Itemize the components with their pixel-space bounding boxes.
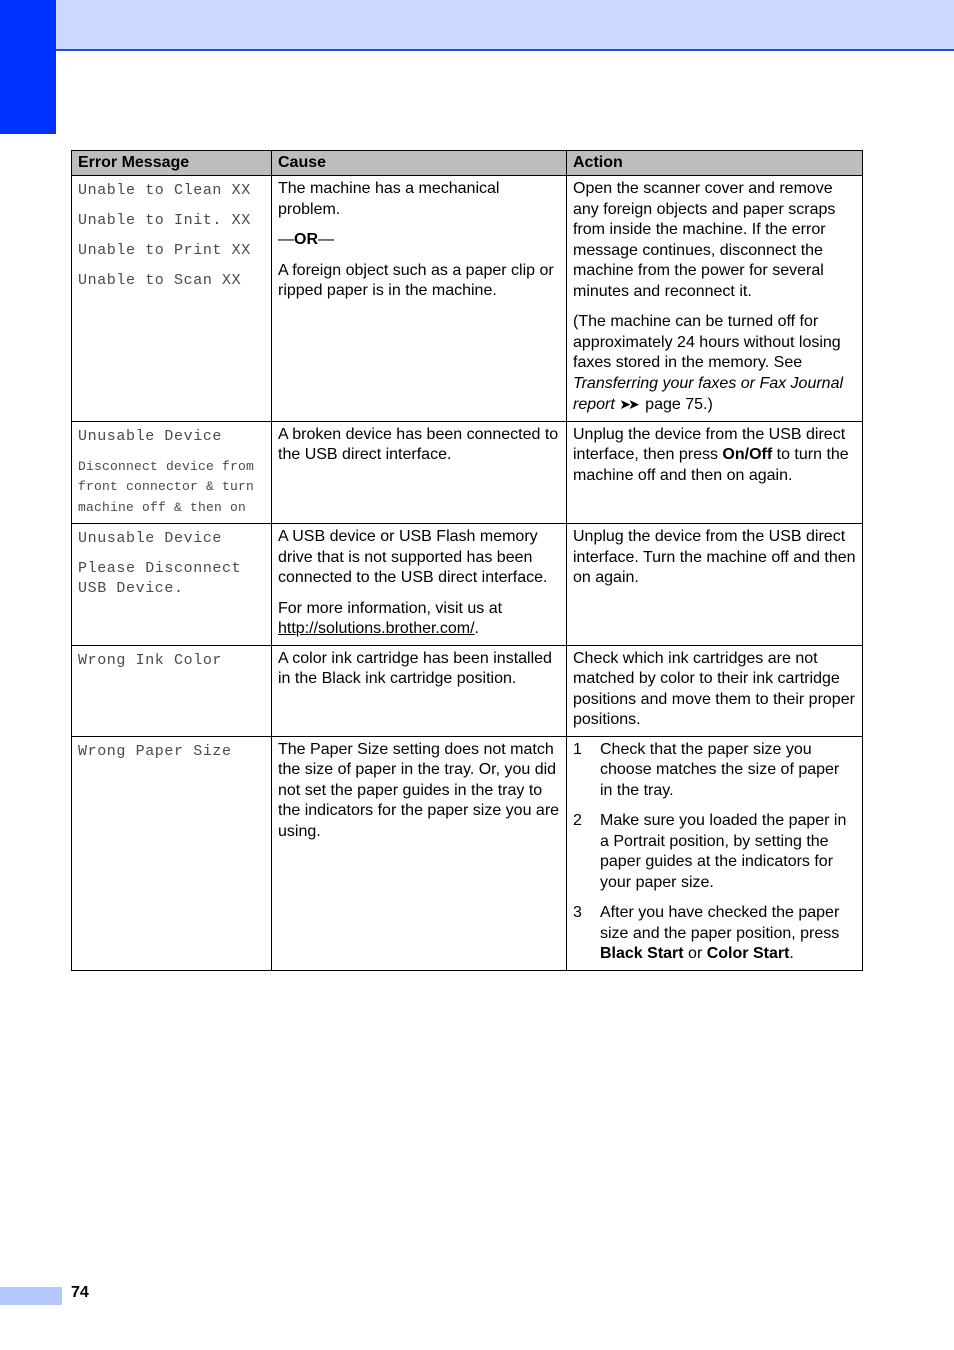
key-label: Black Start bbox=[600, 945, 684, 962]
table-row bbox=[72, 176, 863, 422]
step-number: 1 bbox=[573, 740, 582, 758]
table-row bbox=[72, 736, 863, 970]
cause-text: The machine has a mechanical problem. bbox=[278, 180, 500, 218]
action-text: Unplug the device from the USB direct interface, then press On/Off to turn the machine off and then on again. bbox=[573, 425, 849, 484]
cross-reference: Transferring your faxes or Fax Journal report bbox=[573, 374, 844, 413]
error-message: Unusable Device bbox=[78, 427, 223, 445]
error-message: Unable to Init. XX bbox=[78, 212, 251, 229]
column-header-cause: Cause bbox=[272, 151, 567, 176]
action-text: Open the scanner cover and remove any foreign objects and paper scraps from inside the machine. If the error message continues, disconnect the machine from the power for several minutes and reconnect it. bbox=[573, 180, 836, 300]
cause-text: A broken device has been connected to the USB direct interface. bbox=[278, 425, 559, 463]
cause-cell bbox=[272, 736, 567, 970]
action-text: (The machine can be turned off for approximately 24 hours without losing faxes stored in the memory. See Transferring your faxes or Fax Journal report ➤➤ page 75.) bbox=[573, 313, 844, 413]
cause-cell bbox=[272, 176, 567, 422]
cause-text: A USB device or USB Flash memory drive that is not supported has been connected to the USB direct interface. bbox=[278, 528, 548, 586]
key-label: Color Start bbox=[706, 945, 790, 962]
error-message: Wrong Ink Color bbox=[78, 651, 223, 669]
step-text: Make sure you loaded the paper in a Portrait position, by setting the paper guides at the indicators for your paper size. bbox=[600, 812, 847, 891]
list-item bbox=[573, 903, 856, 965]
cause-cell bbox=[272, 645, 567, 736]
step-number: 2 bbox=[573, 812, 582, 829]
error-message: Unable to Print XX bbox=[78, 242, 251, 259]
error-sub-message: Disconnect device from front connector & turn machine off & then on bbox=[78, 458, 255, 515]
list-item bbox=[573, 740, 856, 802]
cause-text: The Paper Size setting does not match the size of paper in the tray. Or, you did not set the paper guides in the tray to the indicators for the paper size you are using. bbox=[278, 740, 560, 840]
step-text: After you have checked the paper size and the paper position, press Black Start or Color Start. bbox=[600, 904, 840, 962]
action-text: Check which ink cartridges are not matched by color to their ink cartridge positions and move them to their proper positions. bbox=[573, 649, 855, 728]
header-band bbox=[0, 0, 954, 51]
cause-text: A foreign object such as a paper clip or ripped paper is in the machine. bbox=[278, 261, 554, 299]
table-row bbox=[72, 421, 863, 524]
step-text: Check that the paper size you choose matches the size of paper in the tray. bbox=[600, 740, 840, 799]
key-label: On/Off bbox=[722, 446, 773, 463]
error-message-cell bbox=[72, 736, 272, 970]
error-message-table bbox=[71, 150, 863, 971]
support-link[interactable]: http://solutions.brother.com/ bbox=[278, 620, 475, 637]
error-message-cell bbox=[72, 176, 272, 422]
error-message: Unable to Clean XX bbox=[78, 182, 251, 199]
table-header-row bbox=[72, 151, 863, 176]
action-cell bbox=[567, 645, 863, 736]
cause-text: For more information, visit us at http://solutions.brother.com/. bbox=[278, 599, 503, 637]
cause-text: A color ink cartridge has been installed in the Black ink cartridge position. bbox=[278, 649, 552, 687]
page-number: 74 bbox=[71, 1284, 89, 1301]
action-text: Unplug the device from the USB direct interface. Turn the machine off and then on again. bbox=[573, 528, 856, 586]
cause-cell bbox=[272, 524, 567, 646]
chapter-tab bbox=[0, 0, 56, 134]
error-sub-message: Please Disconnect USB Device. bbox=[78, 560, 242, 597]
list-item bbox=[573, 811, 856, 893]
double-arrow-icon: ➤➤ bbox=[619, 396, 637, 412]
error-message-cell bbox=[72, 645, 272, 736]
table-row bbox=[72, 645, 863, 736]
column-header-action: Action bbox=[567, 151, 863, 176]
error-message: Unable to Scan XX bbox=[78, 272, 242, 289]
error-message: Wrong Paper Size bbox=[78, 742, 232, 760]
step-number: 3 bbox=[573, 904, 582, 921]
or-separator: —OR— bbox=[278, 231, 334, 248]
footer-bar bbox=[0, 1287, 62, 1305]
error-message-cell bbox=[72, 524, 272, 646]
error-message-cell bbox=[72, 421, 272, 524]
cause-cell bbox=[272, 421, 567, 524]
action-steps bbox=[573, 740, 856, 965]
action-cell bbox=[567, 736, 863, 970]
table-row bbox=[72, 524, 863, 646]
column-header-error-message: Error Message bbox=[72, 151, 272, 176]
action-cell bbox=[567, 421, 863, 524]
error-message: Unusable Device bbox=[78, 530, 223, 547]
action-cell bbox=[567, 524, 863, 646]
action-cell bbox=[567, 176, 863, 422]
